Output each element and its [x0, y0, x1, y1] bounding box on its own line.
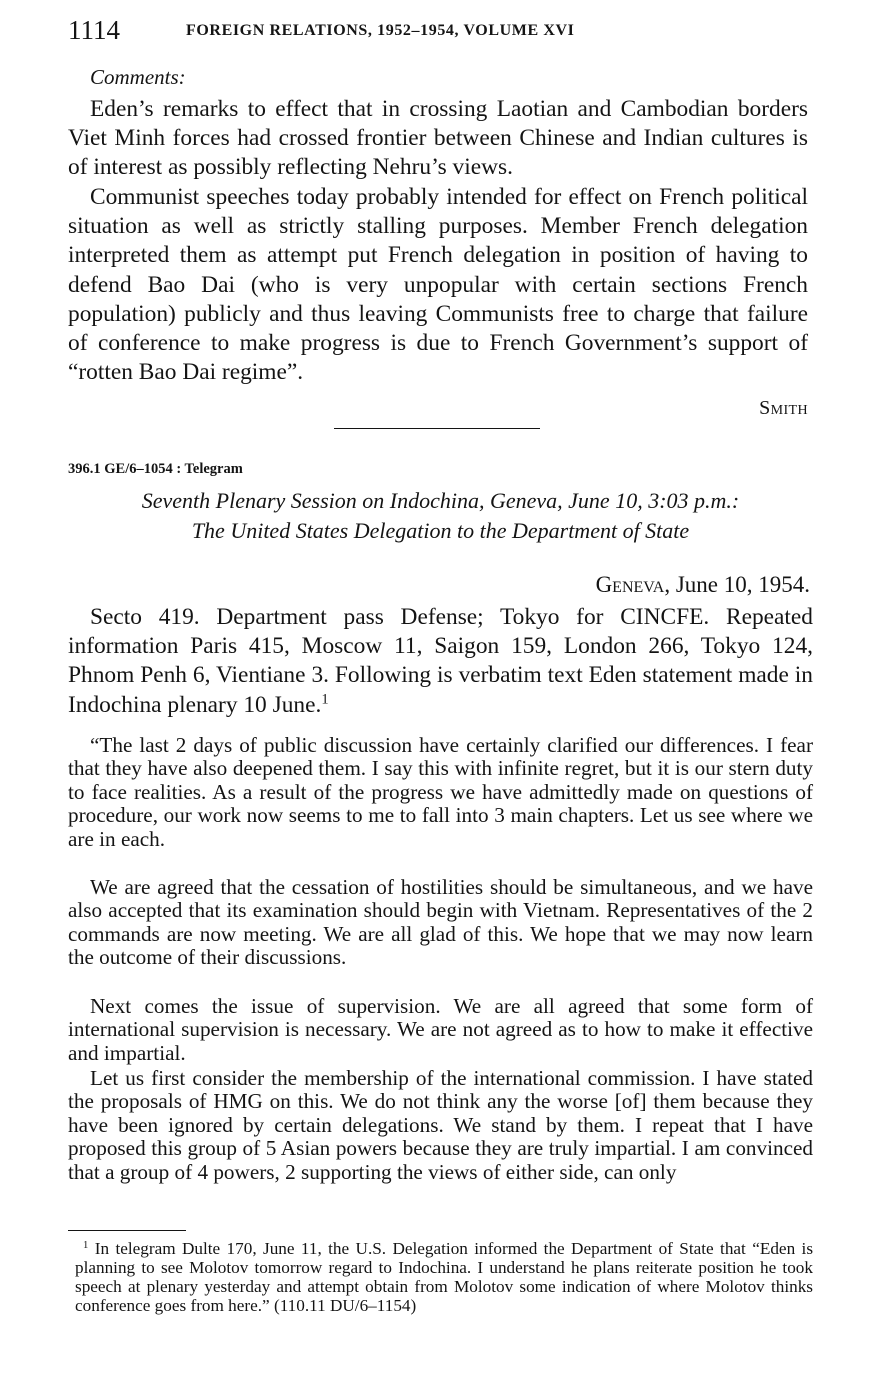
dateline-date: , June 10, 1954. [664, 572, 810, 597]
quote-paragraph-2: We are agreed that the cessation of hostilities should be simultaneous, and we have also accepted that its examination should begin with Vietnam. Representatives of the 2 commands are now meeting. We are all glad of this. We hope that we may now learn the outcome of their discussions. [68, 875, 813, 970]
footnote-marker: 1 [83, 1239, 89, 1251]
document-title-line-2: The United States Delegation to the Department of State [191, 518, 690, 543]
intro-paragraph [68, 603, 813, 720]
document-title-line-1: Seventh Plenary Session on Indochina, Geneva, June 10, 3:03 p.m.: [141, 488, 740, 513]
document-file-number: 396.1 GE/6–1054 : Telegram [68, 461, 243, 477]
quote-paragraph-4: Let us first consider the membership of the international commission. I have stated the proposals of HMG on this. We do not think any the worse [of] them because they have been ignored by certain delegations. We stand by them. I repeat that I have proposed this group of 5 Asian powers because they are truly impartial. I am convinced that a group of 4 powers, 2 supporting the views of either side, can only [68, 1066, 813, 1184]
quote-paragraph-3: Next comes the issue of supervision. We are all agreed that some form of international supervision is necessary. We are not agreed as to how to make it effective and impartial. [68, 994, 813, 1065]
intro-text: Secto 419. Department pass Defense; Tokyo for CINCFE. Repeated information Paris 415, Moscow 11, Saigon 159, London 266, Tokyo 124, Phnom Penh 6, Vientiane 3. Following is verbatim text Eden statement made in Indochina plenary 10 June. [68, 604, 813, 718]
volume-title: FOREIGN RELATIONS, 1952–1954, VOLUME XVI [186, 22, 575, 39]
dateline [500, 571, 810, 599]
dateline-place: Geneva [595, 572, 665, 597]
document-title [68, 486, 813, 546]
comments-label: Comments: [90, 65, 186, 89]
signature: Smith [759, 397, 808, 419]
running-head [68, 14, 813, 48]
section-divider [334, 428, 540, 429]
page-number: 1114 [68, 15, 120, 45]
footnote-text: In telegram Dulte 170, June 11, the U.S. Delegation informed the Department of State that “Eden is planning to see Molotov tomorrow regard to Indochina. I understand he plans reiterate position he took speech at plenary yesterday and attempt obtain from Molotov some indication of where Molotov thinks conference goes from here.” (110.11 DU/6–1154) [75, 1239, 814, 1315]
comments-paragraph-1: Eden’s remarks to effect that in crossing Laotian and Cambodian borders Viet Minh forces had crossed frontier between Chinese and Indian cultures is of interest as possibly reflecting Nehru’s views. [68, 96, 808, 181]
quote-paragraph-1: “The last 2 days of public discussion have certainly clarified our differences. I fear that they have also deepened them. I say this with infinite regret, but it is our stern duty to face realities. As a result of the progress we have admittedly made on questions of procedure, our work now seems to me to fall into 3 main chapters. Let us see where we are in each. [68, 733, 813, 851]
footnote-divider [68, 1230, 186, 1231]
footnote-reference[interactable]: 1 [321, 691, 329, 708]
comments-paragraph-2: Communist speeches today probably intended for effect on French political situation as well as strictly stalling purposes. Member French delegation interpreted them as attempt put French delegation in position of having to defend Bao Dai (who is very unpopular with certain sections French population) publicly and thus leaving Communists free to charge that failure of conference to make progress is due to French Government’s support of “rotten Bao Dai regime”. [68, 184, 808, 386]
footnote [75, 1239, 813, 1315]
